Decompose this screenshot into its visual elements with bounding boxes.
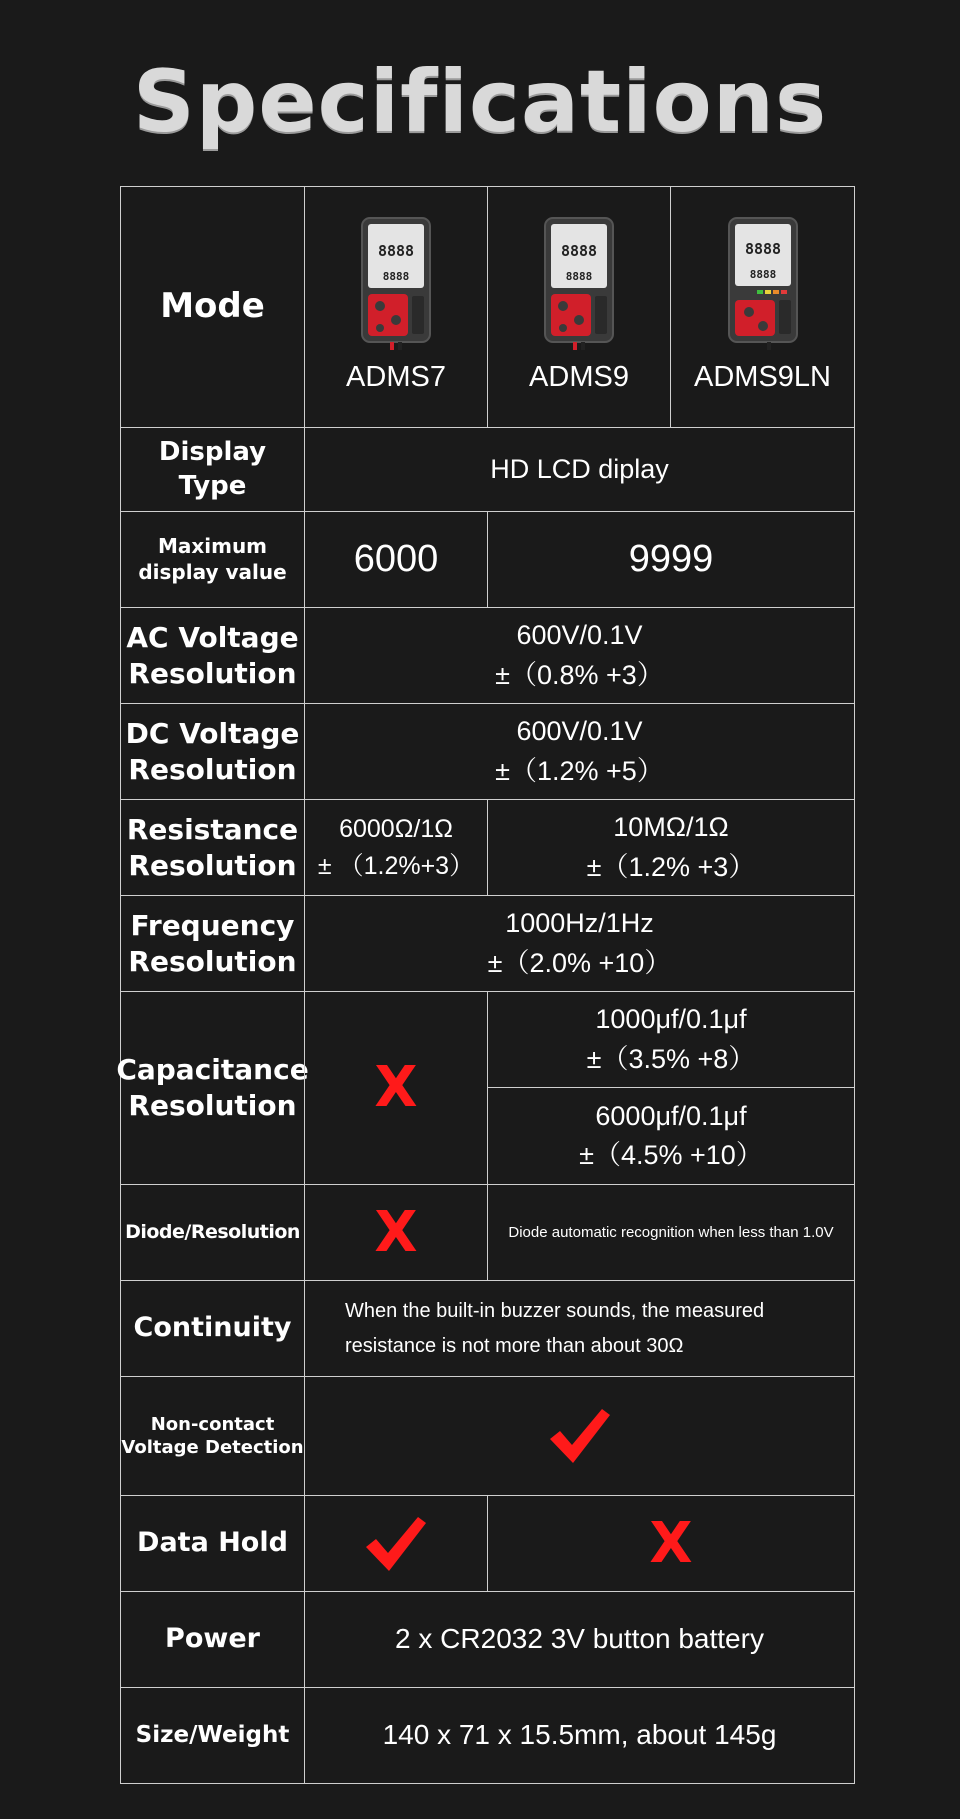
- diode-label-cell: [120, 1184, 305, 1281]
- max-display-adms7-value: 6000: [353, 537, 439, 580]
- size-weight-label-cell: [120, 1687, 305, 1784]
- frequency-range: 1000Hz/1Hz: [505, 908, 654, 939]
- dc-voltage-value-cell: [304, 703, 855, 800]
- frequency-label-line1: Frequency: [130, 908, 295, 942]
- multimeter-adms9ln-image: [727, 216, 799, 350]
- display-type-label-cell: [120, 427, 305, 512]
- lcd-digits-sub: 8888: [749, 267, 776, 281]
- resistance-others-accuracy: ±（1.2% +3）: [586, 851, 756, 882]
- lcd-digits-sub: 8888: [382, 269, 410, 283]
- not-supported-x-icon: X: [649, 1510, 693, 1576]
- capacitance-range2: 6000μf/0.1μf: [595, 1100, 747, 1131]
- dc-voltage-range: 600V/0.1V: [516, 716, 643, 747]
- ac-voltage-label-line1: AC Voltage: [126, 620, 299, 654]
- resistance-others-cell: [487, 799, 855, 896]
- frequency-value-cell: [304, 895, 855, 992]
- power-value: 2 x CR2032 3V button battery: [395, 1623, 764, 1655]
- capacitance-range1: 1000μf/0.1μf: [595, 1004, 747, 1035]
- diode-label: Diode/Resolution: [125, 1221, 300, 1244]
- ac-voltage-label-line2: Resolution: [128, 656, 297, 690]
- ac-voltage-value-cell: [304, 607, 855, 704]
- continuity-label-cell: [120, 1280, 305, 1377]
- resistance-label-cell: [120, 799, 305, 896]
- model-name-adms7: ADMS7: [346, 360, 446, 393]
- lcd-digits-main: 8888: [744, 239, 781, 258]
- data-hold-label: Data Hold: [137, 1527, 288, 1559]
- size-weight-label: Size/Weight: [135, 1721, 290, 1748]
- resistance-others-range: 10MΩ/1Ω: [613, 812, 729, 843]
- ncv-label-line2: Voltage Detection: [121, 1437, 304, 1458]
- max-display-adms7-cell: [304, 511, 488, 608]
- max-display-label-line1: Maximum: [157, 533, 268, 558]
- data-hold-label-cell: [120, 1495, 305, 1592]
- model-cell-adms9: [487, 186, 671, 428]
- capacitance-range2-accuracy: ±（4.5% +10）: [579, 1140, 763, 1170]
- size-weight-value: 140 x 71 x 15.5mm, about 145g: [382, 1719, 777, 1751]
- power-value-cell: [304, 1591, 855, 1688]
- diode-others-cell: [487, 1184, 855, 1281]
- page-title: Specifications: [132, 52, 828, 152]
- ncv-label-cell: [120, 1376, 305, 1496]
- diode-adms7-cell: [304, 1184, 488, 1281]
- display-type-value: HD LCD diplay: [490, 453, 669, 484]
- capacitance-range1-accuracy: ±（3.5% +8）: [586, 1043, 756, 1074]
- ac-voltage-label-cell: [120, 607, 305, 704]
- data-hold-adms7-cell: [304, 1495, 488, 1592]
- ac-voltage-range: 600V/0.1V: [516, 620, 643, 651]
- mode-label-cell: [120, 186, 305, 428]
- resistance-adms7-accuracy: ± （1.2%+3）: [317, 851, 475, 880]
- dc-voltage-label-line1: DC Voltage: [125, 716, 300, 750]
- capacitance-label-line1: Capacitance: [116, 1053, 309, 1087]
- diode-others-value: Diode automatic recognition when less than 1.0V: [508, 1223, 834, 1241]
- ncv-value-cell: [304, 1376, 855, 1496]
- lcd-digits-main: 8888: [377, 241, 415, 260]
- model-cell-adms7: [304, 186, 488, 428]
- check-icon: [548, 1405, 612, 1467]
- continuity-line1: When the built-in buzzer sounds, the measured: [345, 1299, 765, 1322]
- frequency-accuracy: ±（2.0% +10）: [487, 947, 672, 978]
- dc-voltage-label-cell: [120, 703, 305, 800]
- frequency-label-line2: Resolution: [128, 944, 297, 978]
- resistance-label-line1: Resistance: [126, 812, 299, 846]
- dc-voltage-label-line2: Resolution: [128, 752, 297, 786]
- model-name-adms9ln: ADMS9LN: [694, 360, 831, 393]
- frequency-label-cell: [120, 895, 305, 992]
- ac-voltage-accuracy: ±（0.8% +3）: [495, 659, 664, 690]
- resistance-label-line2: Resolution: [128, 848, 297, 882]
- max-display-label-line2: display value: [138, 559, 287, 584]
- check-icon: [364, 1513, 428, 1575]
- power-label: Power: [165, 1623, 260, 1655]
- multimeter-adms9-image: [543, 216, 615, 350]
- model-name-adms9: ADMS9: [529, 360, 629, 393]
- dc-voltage-accuracy: ±（1.2% +5）: [495, 755, 664, 786]
- display-type-label: Display Type: [158, 437, 267, 501]
- continuity-value-cell: [304, 1280, 855, 1377]
- capacitance-range2-cell: [487, 1087, 855, 1185]
- max-display-label-cell: [120, 511, 305, 608]
- power-label-cell: [120, 1591, 305, 1688]
- continuity-line2: resistance is not more than about 30Ω: [345, 1334, 684, 1357]
- size-weight-value-cell: [304, 1687, 855, 1784]
- lcd-digits-main: 8888: [560, 241, 598, 260]
- model-cell-adms9ln: [670, 186, 855, 428]
- continuity-label: Continuity: [133, 1312, 292, 1344]
- max-display-others-cell: [487, 511, 855, 608]
- max-display-others-value: 9999: [628, 537, 714, 580]
- not-supported-x-icon: X: [374, 1055, 418, 1120]
- spec-table: [116, 186, 855, 1816]
- display-type-value-cell: [304, 427, 855, 512]
- not-supported-x-icon: X: [374, 1199, 418, 1265]
- data-hold-others-cell: [487, 1495, 855, 1592]
- multimeter-adms7-image: [360, 216, 432, 350]
- capacitance-adms7-cell: [304, 991, 488, 1185]
- capacitance-label-line2: Resolution: [128, 1089, 297, 1122]
- capacitance-label-cell: [116, 991, 309, 1185]
- capacitance-range1-cell: [487, 991, 855, 1088]
- lcd-digits-sub: 8888: [565, 269, 593, 283]
- mode-label: Mode: [160, 286, 265, 327]
- resistance-adms7-range: 6000Ω/1Ω: [339, 815, 453, 844]
- resistance-adms7-cell: [304, 799, 488, 896]
- ncv-label-line1: Non-contact: [150, 1413, 275, 1435]
